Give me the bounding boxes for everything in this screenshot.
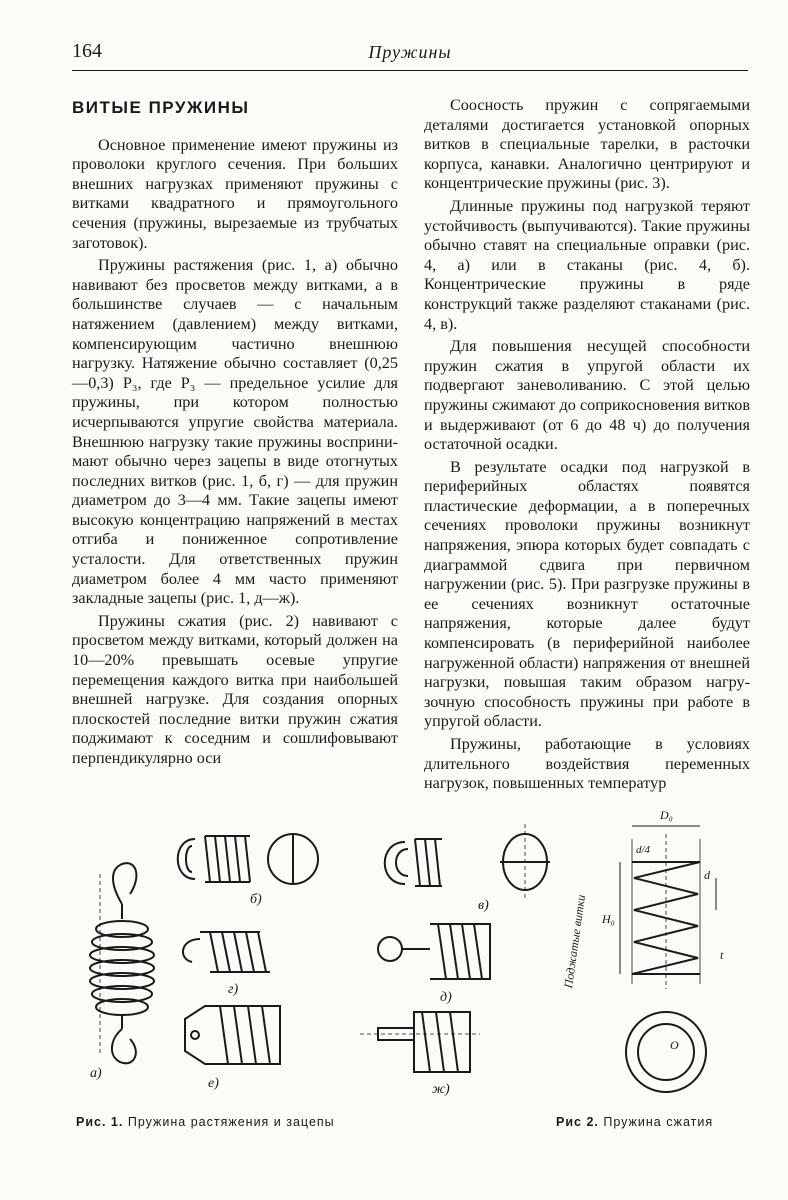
paragraph: Пружины, работающие в условиях длительного воздействия переменных нагрузок, повышенных температур	[424, 735, 750, 793]
fig2-dim-d: d	[704, 868, 710, 882]
spring-d-drawing	[378, 924, 490, 979]
paragraph: Пружины сжатия (рис. 2) навивают с просветом между витками, который должен на 10—20% превышать осевые упругие перемещения каждого витка при наибольшей внешней нагрузке. Для создания опорных плоскостей последние витки пружин сжатия поджимают к соседним и сошлифовывают перпендикулярно оси	[72, 611, 398, 767]
figure1-caption-number: Рис. 1.	[76, 1115, 124, 1129]
figure2-caption	[556, 1115, 713, 1129]
spring-a-drawing	[90, 863, 154, 1063]
fig2-dim-d0: D₀	[660, 808, 673, 822]
figure2-caption-number: Рис 2.	[556, 1115, 599, 1129]
paragraph: Длинные пружины под нагрузкой теряют устойчивость (выпучиваются). Такие пружины обычно ставят на специальные оправки (рис. 4, а) или в стаканы (рис. 4, б). Концентрические пружины в ряде конструкций также разделяют стаканами (рис. 4, в).	[424, 196, 750, 333]
paragraph: Соосность пружин с сопрягаемыми деталями достигается установкой опорных витков в специальные тарелки, в расточки корпуса, канавки. Аналогично центрируют и концентрические пружины (рис. 3).	[424, 96, 750, 193]
fig2-dim-h0: H₀	[602, 912, 615, 926]
section-title: ВИТЫЕ ПРУЖИНЫ	[72, 98, 250, 117]
fig1-label-e: е)	[208, 1076, 219, 1091]
fig2-center-label: O	[670, 1038, 679, 1052]
figure1-caption-text: Пружина растяжения и зацепы	[127, 1115, 335, 1129]
spring-zh-drawing	[360, 1012, 480, 1072]
fig2-dim-d4: d/4	[636, 844, 651, 856]
header-rule	[72, 70, 748, 71]
figures-area	[60, 808, 750, 1144]
right-column	[424, 96, 750, 797]
spring-v-drawing	[385, 824, 550, 899]
fig1-label-v: в)	[478, 898, 489, 913]
fig1-label-g: г)	[228, 982, 239, 997]
fig1-label-a: а)	[90, 1066, 102, 1081]
fig1-label-d: д)	[440, 990, 452, 1005]
paragraph: В результате осадки под нагрузкой в периферийных областях появятся пластические деформации, а в поперечных сечениях проволоки пружины возникнут напряжения, эпюра которых будет совпадать с диаграммой сдвига при первичном нагружении (рис. 5). При разгрузке пружины в ее сечениях возникнут остаточные напряжения, которые далее будут компенсировать (в периферийной наиболее нагруженной области) напряжения от внешней нагрузки, повышая таким образом нагрузочную способность пружины при работе в упругой области.	[424, 457, 750, 731]
fig1-label-b: б)	[250, 892, 262, 907]
spring-e-drawing	[185, 1006, 280, 1064]
fig2-side-label: Поджатые витки	[561, 893, 589, 990]
compression-spring-drawing	[620, 826, 716, 1092]
spring-b-drawing	[178, 834, 318, 884]
page-number: 164	[72, 40, 102, 62]
figure1-caption	[76, 1115, 335, 1129]
spring-figures	[60, 814, 750, 1114]
paragraph: Пружины растяжения (рис. 1, а) обычно навивают без просветов между витками, а в большинстве случаев — с начальным натяжением (давлением) между витками, компенсирующим частично внешнюю нагрузку. Натяжение обычно составляет (0,25—0,3) P₃, где P₃ — предельное усилие для пружины, при котором полностью исчерпываются упругие свойства материала. Внешнюю нагрузку такие пружины воспринимают обычно через зацепы в виде отогнутых последних витков (рис. 1, б, г) — для пружин диаметром до 3—4 мм. Такие зацепы имеют высокую концентрацию напряжений в местах отгиба и пониженное сопротивление усталости. Для ответственных пружин диаметром более 4 мм часто применяют закладные зацепы (рис. 1, д—ж).	[72, 256, 398, 608]
page-header	[72, 40, 748, 68]
paragraph: Для повышения несущей способности пружин сжатия в упругой области их подвергают заневоливанию. С этой целью пружины сжимают до соприкосновения витков и выдерживают (от 6 до 48 ч) до получения остаточной осадки.	[424, 337, 750, 454]
figure2-caption-text: Пружина сжатия	[603, 1115, 714, 1129]
fig2-dim-t: t	[720, 948, 724, 962]
spring-g-drawing	[183, 932, 270, 972]
paragraph: Основное применение имеют пружины из проволоки круглого сечения. При больших внешних нагрузках применяют пружины с витками квадратного и прямоугольного сечения (пружины, вырезаемые из трубчатых заготовок).	[72, 135, 398, 252]
running-title: Пружины	[368, 42, 452, 62]
fig1-label-zh: ж)	[432, 1082, 450, 1097]
left-column	[72, 96, 398, 772]
